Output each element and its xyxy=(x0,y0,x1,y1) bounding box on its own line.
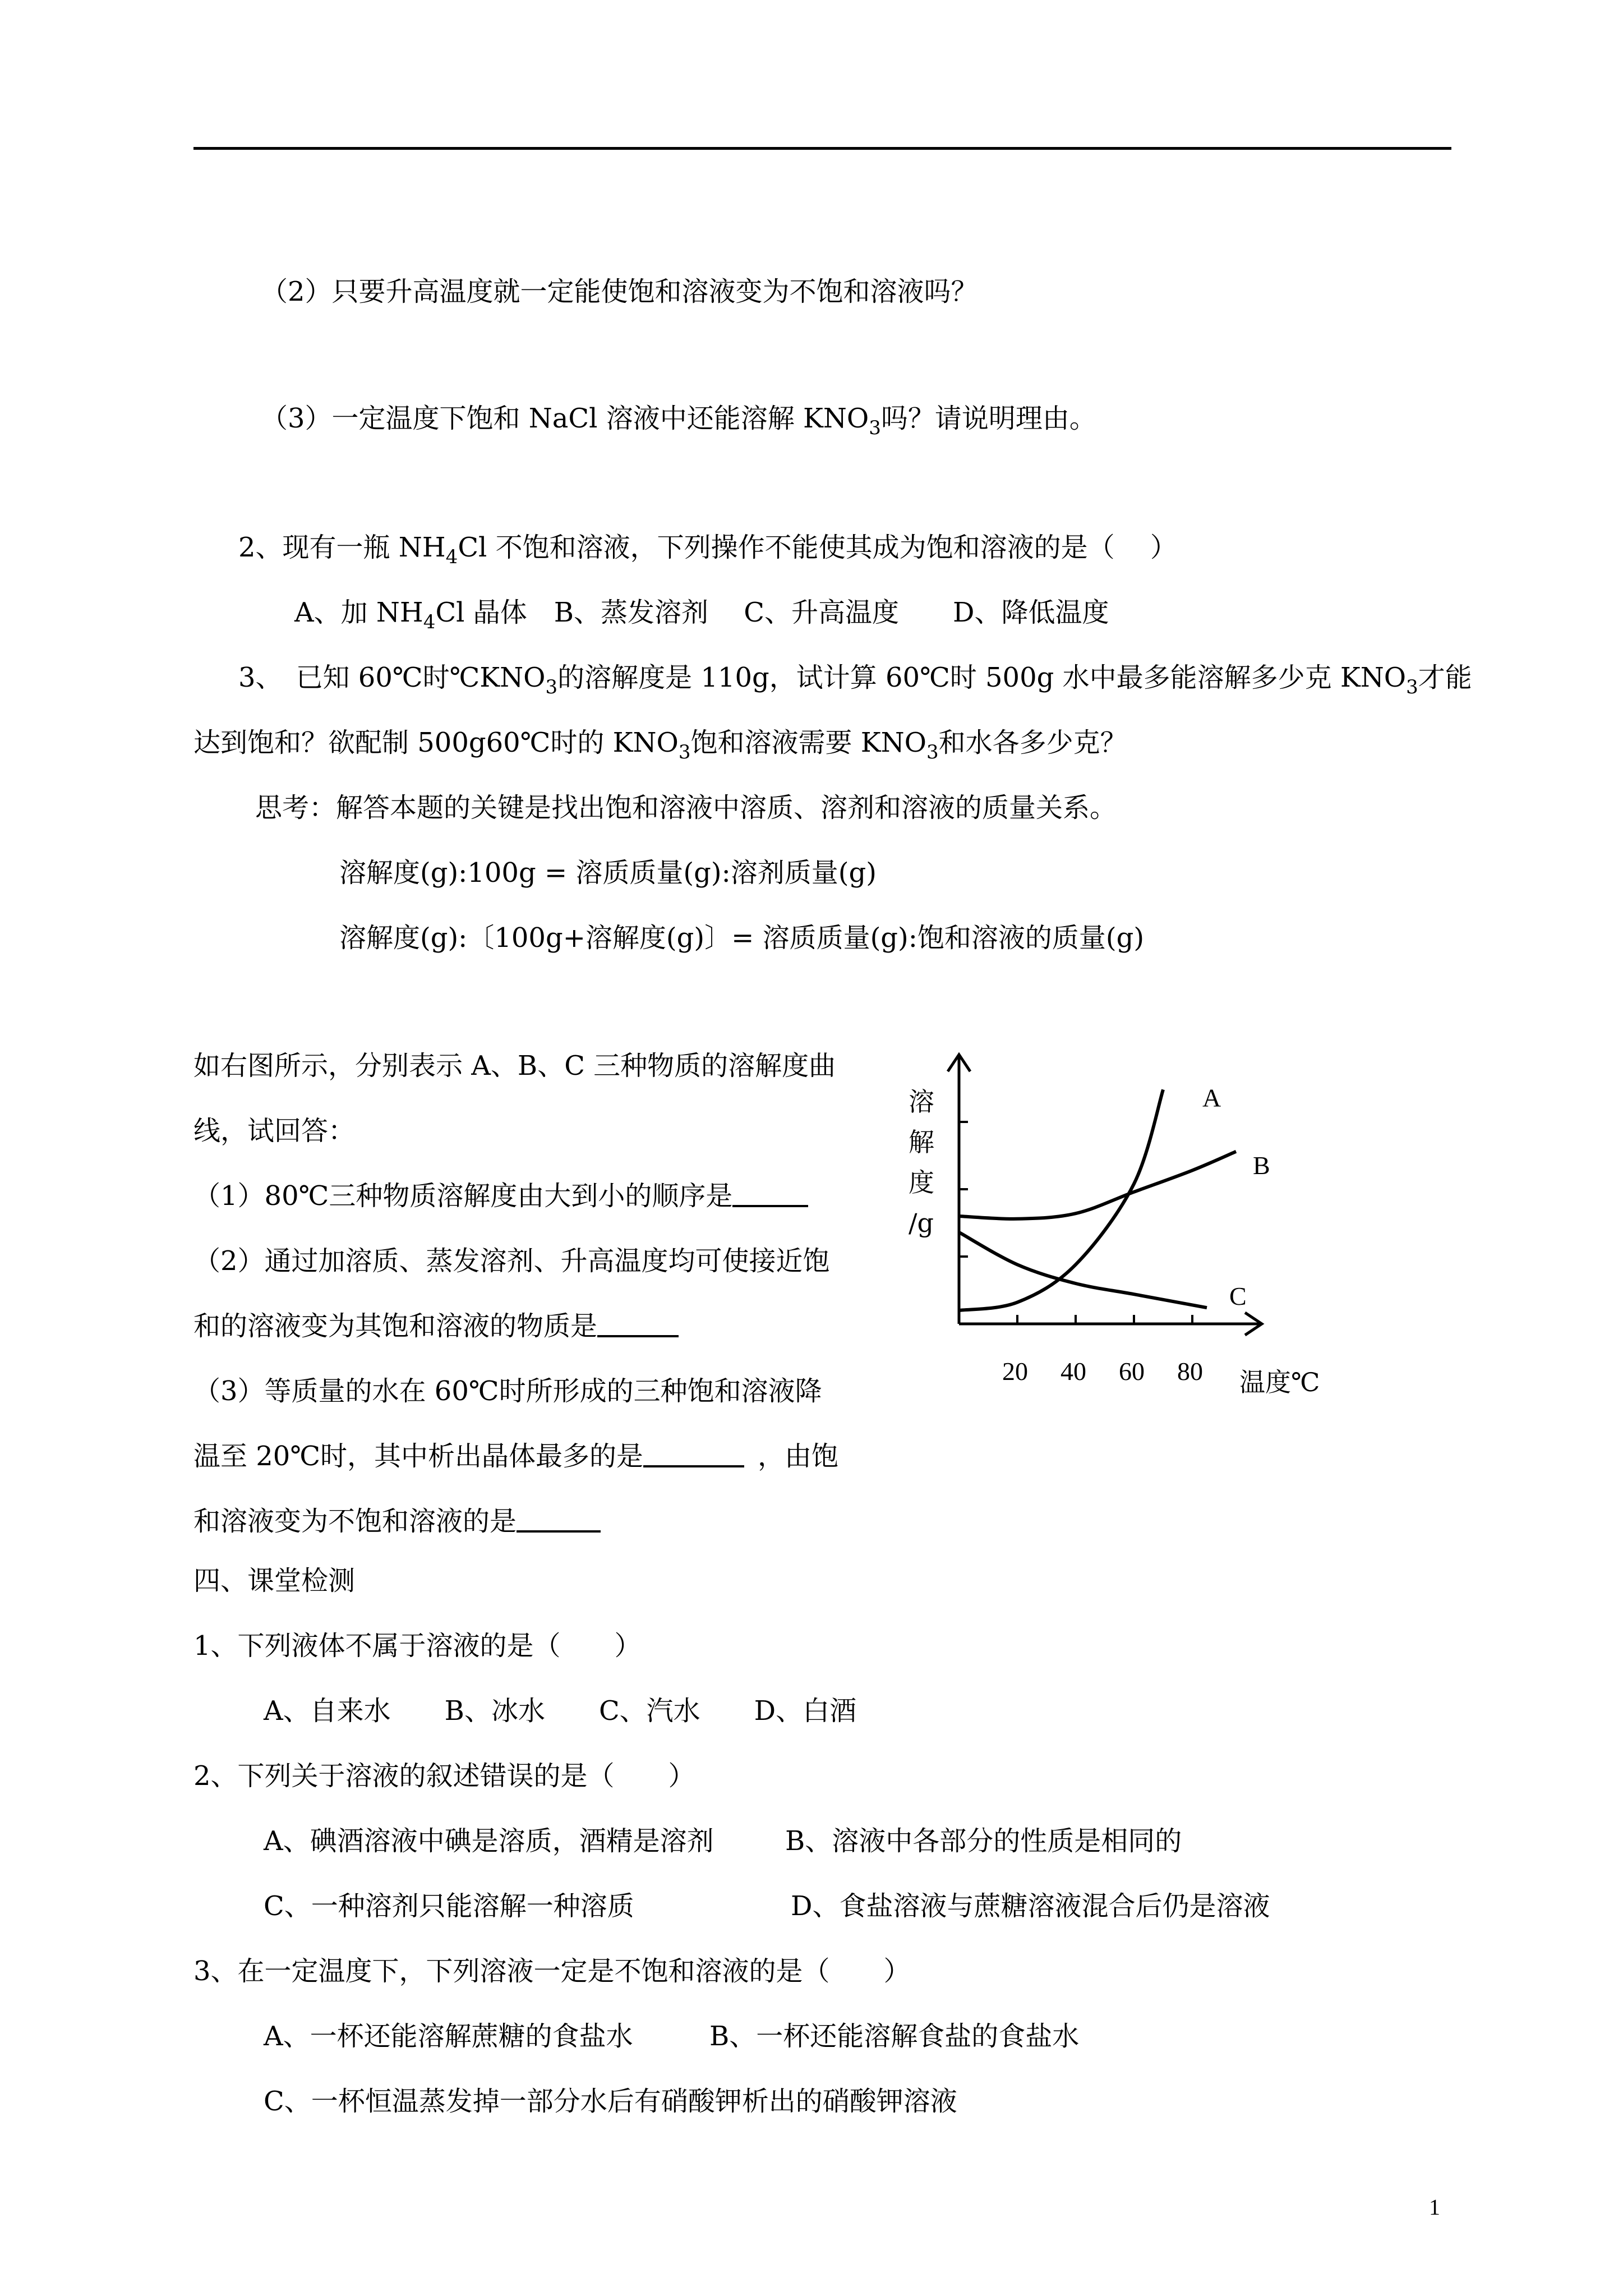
s4-q3-stem: 3、在一定温度下，下列溶液一定是不饱和溶液的是（ ） xyxy=(193,1955,911,1987)
q3-line2: 达到饱和？欲配制 500g60℃时的 $KNO_3$饱和溶液需要 $KNO_3$和水各多少克？ xyxy=(193,727,1127,763)
q2-options: A、加 $NH_4Cl$ 晶体 B、蒸发溶剂 C、升高温度 D、降低温度 xyxy=(294,597,1109,633)
curve-b xyxy=(959,1152,1236,1219)
y-axis-label xyxy=(909,1087,934,1238)
formula-2: 溶解度(g):〔100g+溶解度(g)〕= 溶质质量(g):饱和溶液的质量(g) xyxy=(339,922,1145,954)
solubility-chart xyxy=(892,1043,1335,1425)
s4-q2-option-c: C、一种溶剂只能溶解一种溶质 xyxy=(264,1890,634,1922)
s4-q1-stem: 1、下列液体不属于溶液的是（ ） xyxy=(193,1630,642,1662)
curve-part2a: （2）通过加溶质、蒸发溶剂、升高温度均可使接近饱 xyxy=(193,1245,830,1277)
curve-a xyxy=(959,1089,1163,1310)
page-number: 1 xyxy=(1429,2194,1440,2220)
q3-thinking: 思考：解答本题的关键是找出饱和溶液中溶质、溶剂和溶液的质量关系。 xyxy=(255,792,1117,823)
x-tick-label: 20 xyxy=(1002,1357,1028,1386)
s4-q2-option-a: A、碘酒溶液中碘是溶质，酒精是溶剂 xyxy=(264,1825,714,1857)
x-tick-label: 80 xyxy=(1177,1357,1203,1386)
s4-q2-stem: 2、下列关于溶液的叙述错误的是（ ） xyxy=(193,1760,695,1792)
formula-1: 溶解度(g):100g = 溶质质量(g):溶剂质量(g) xyxy=(339,857,877,889)
answer-blank[interactable] xyxy=(732,1180,808,1207)
answer-blank[interactable] xyxy=(517,1506,601,1533)
curves xyxy=(959,1089,1236,1310)
curve-intro-2: 线，试回答： xyxy=(193,1115,356,1147)
curve-part3a: （3）等质量的水在 60℃时所形成的三种饱和溶液降 xyxy=(193,1375,822,1407)
curve-intro-1: 如右图所示，分别表示 A、B、C 三种物质的溶解度曲 xyxy=(193,1050,836,1082)
s4-q1-options: A、自来水 B、冰水 C、汽水 D、白酒 xyxy=(264,1695,857,1727)
curve-part1: （1）80℃三种物质溶解度由大到小的顺序是 xyxy=(193,1179,808,1213)
y-axis-label-char: 解 xyxy=(909,1127,934,1157)
y-axis-label-char: /g xyxy=(909,1208,934,1238)
answer-blank[interactable] xyxy=(643,1441,744,1467)
series-label-b: B xyxy=(1253,1151,1270,1180)
s4-q3-option-b: B、一杯还能溶解食盐的食盐水 xyxy=(709,2021,1080,2052)
s4-q2-option-d: D、食盐溶液与蔗糖溶液混合后仍是溶液 xyxy=(791,1890,1270,1922)
q1-part2: （2）只要升高温度就一定能使饱和溶液变为不饱和溶液吗？ xyxy=(261,276,978,307)
y-axis-label-char: 溶 xyxy=(909,1087,934,1117)
s4-q2-option-b: B、溶液中各部分的性质是相同的 xyxy=(785,1825,1182,1857)
s4-q3-option-c: C、一杯恒温蒸发掉一部分水后有硝酸钾析出的硝酸钾溶液 xyxy=(264,2086,957,2117)
curve-part3c: 和溶液变为不饱和溶液的是 xyxy=(193,1504,601,1538)
y-axis-label-char: 度 xyxy=(909,1167,934,1198)
series-labels xyxy=(1202,1083,1270,1310)
x-tick-label: 40 xyxy=(1061,1357,1086,1386)
answer-blank[interactable] xyxy=(597,1310,679,1337)
q3-line1: 3、 已知 60℃时$℃KNO_3$的溶解度是 110g，试计算 60℃时 500g 水中最多能溶解多少克 $KNO_3$才能 xyxy=(238,662,1472,698)
x-axis-label: 温度℃ xyxy=(1239,1368,1320,1397)
q1-part3: （3）一定温度下饱和 NaCl 溶液中还能溶解 $KNO_3$吗？请说明理由。 xyxy=(261,403,1096,439)
header-rule xyxy=(193,147,1451,150)
section4-title: 四、课堂检测 xyxy=(193,1565,356,1596)
curve-part3b: 温至 20℃时，其中析出晶体最多的是 ，由饱 xyxy=(193,1441,839,1472)
q2-stem: 2、现有一瓶 $NH_4Cl$ 不饱和溶液，下列操作不能使其成为饱和溶液的是（ ） xyxy=(238,532,1177,568)
series-label-c: C xyxy=(1229,1282,1247,1311)
x-tick-labels xyxy=(1002,1357,1203,1386)
x-tick-label: 60 xyxy=(1119,1357,1145,1386)
curve-part2b: 和的溶液变为其饱和溶液的物质是 xyxy=(193,1309,679,1343)
series-label-a: A xyxy=(1202,1083,1221,1112)
s4-q3-option-a: A、一杯还能溶解蔗糖的食盐水 xyxy=(264,2021,633,2052)
curve-c xyxy=(959,1232,1207,1308)
